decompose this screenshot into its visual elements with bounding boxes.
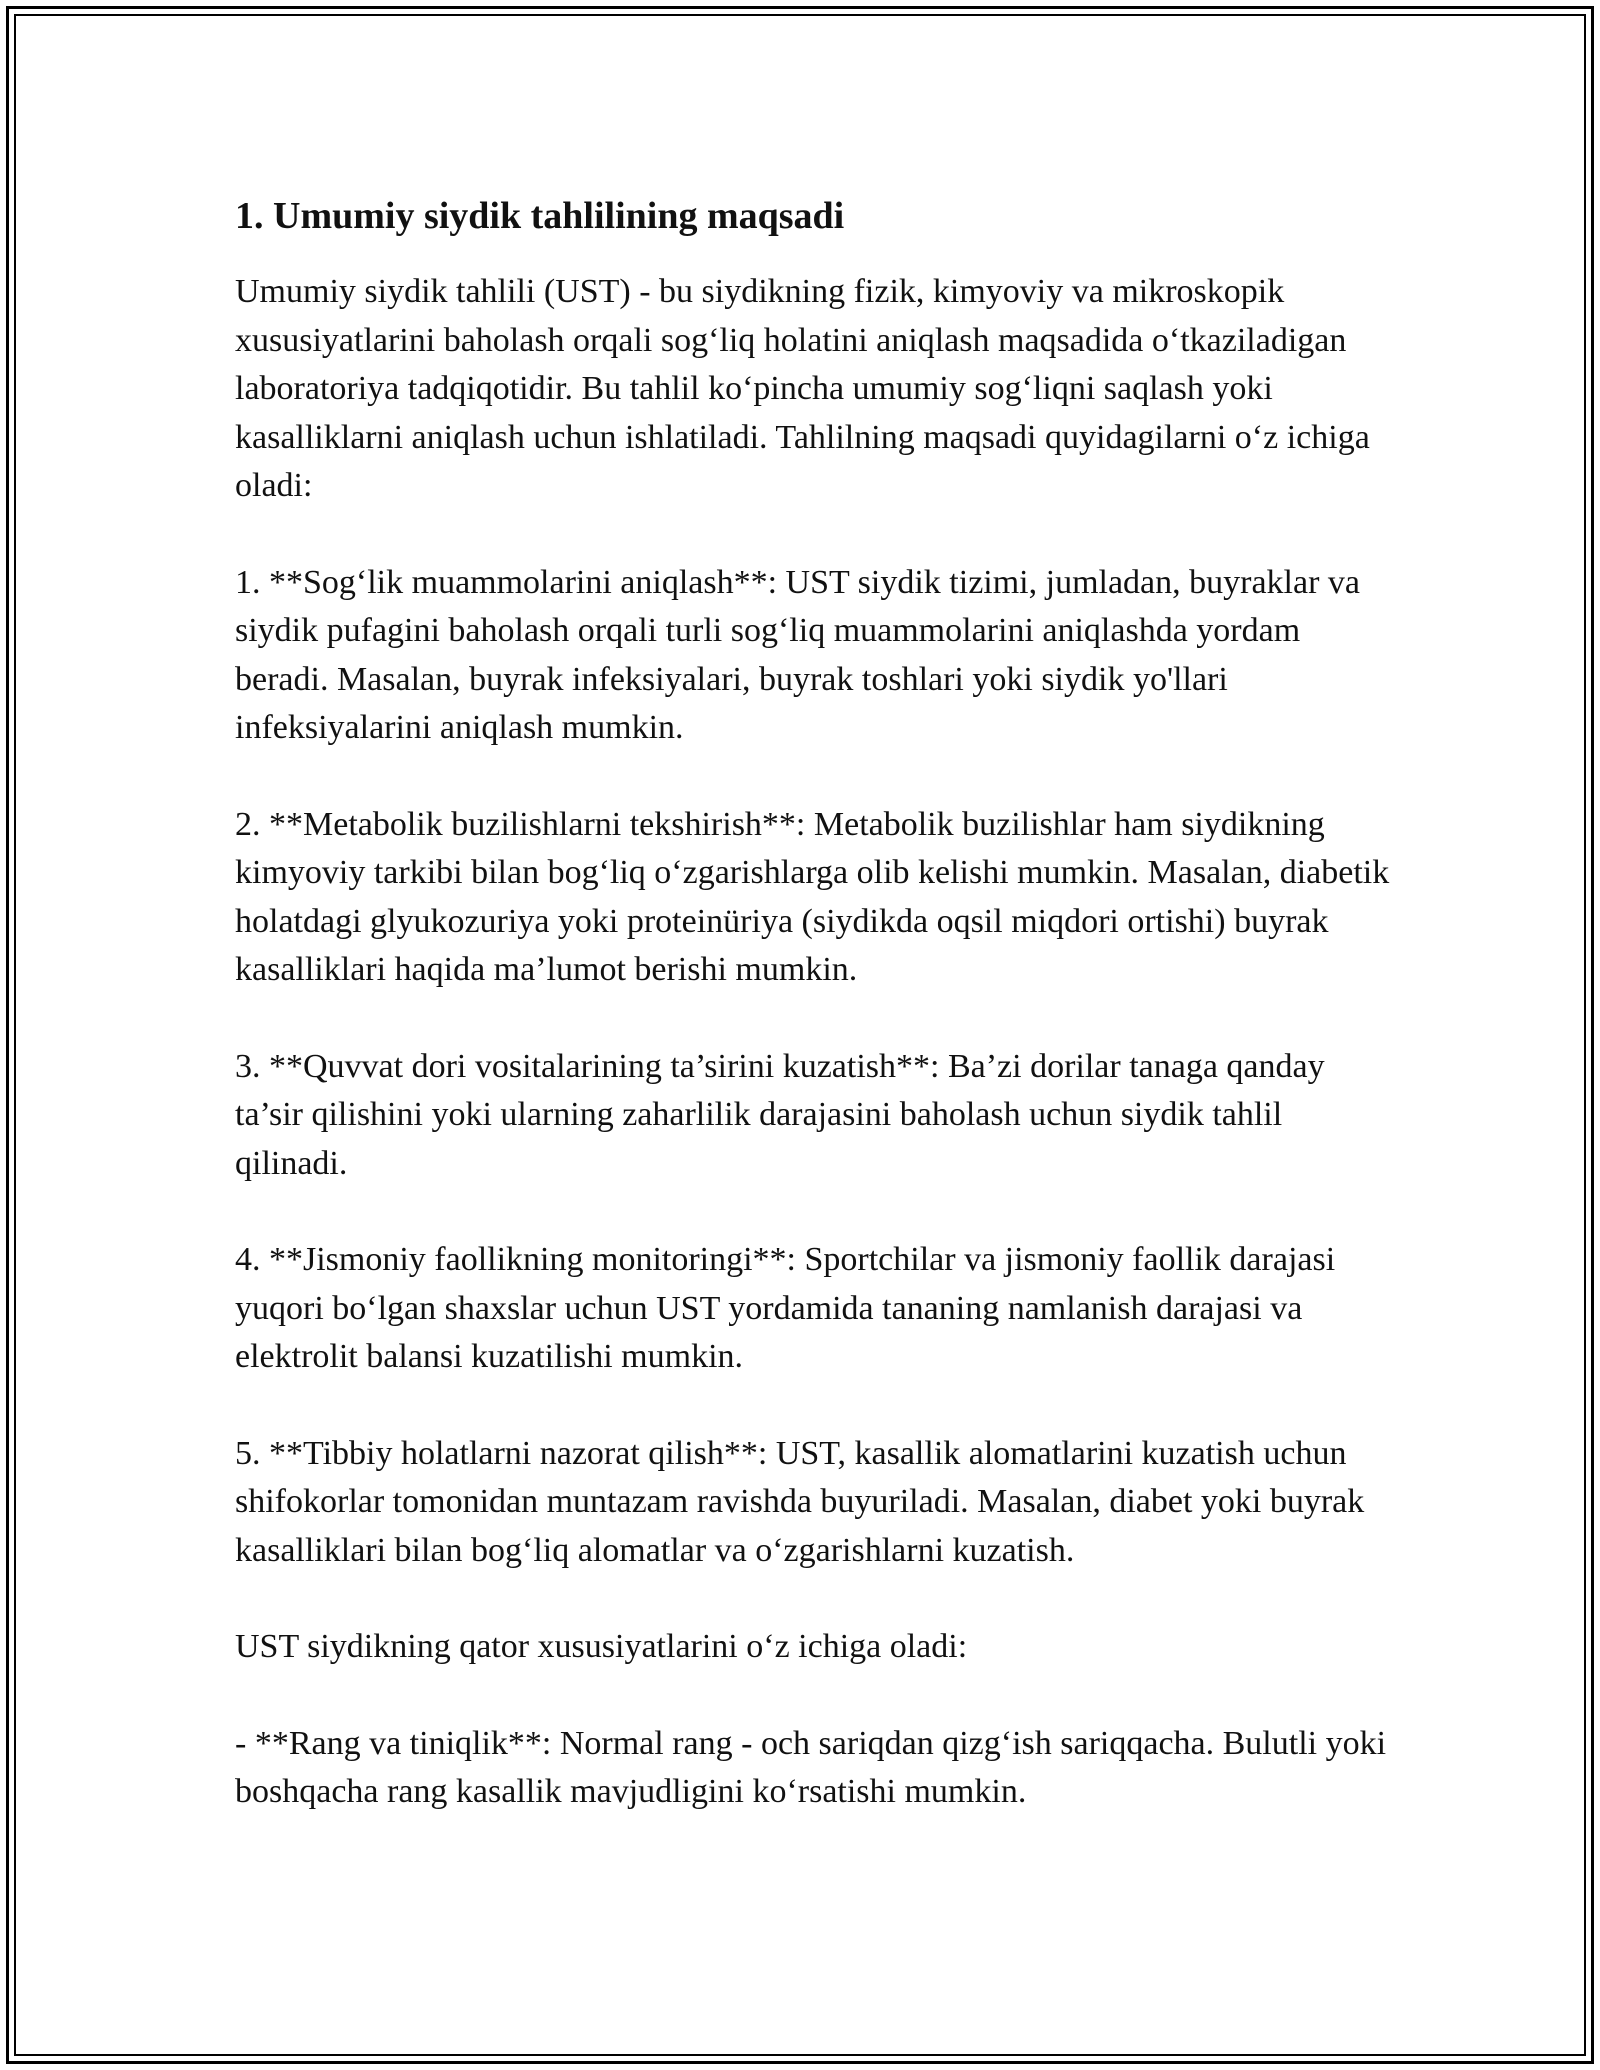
property-item-color: - **Rang va tiniqlik**: Normal rang - och sariqdan qizg‘ish sariqqacha. Bulutli yoki boshqacha rang kasallik mavjudligini ko‘rsatishi mumkin. xyxy=(235,1724,1387,1810)
list-item-4: 4. **Jismoniy faollikning monitoringi**: Sportchilar va jismoniy faollik darajasi yuqori bo‘lgan shaxslar uchun UST yordamida tananing namlanish darajasi va elektrolit balansi kuzatilishi mumkin. xyxy=(235,1241,1336,1375)
list-item-2: 2. **Metabolik buzilishlarni tekshirish**: Metabolik buzilishlar ham siydikning kimyoviy tarkibi bilan bog‘liq o‘zgarishlarga olib kelishi mumkin. Masalan, diabetik holatdagi glyukozuriya yoki proteinüriya (siydikda oqsil miqdori ortishi) buyrak kasalliklari haqida ma’lumot berishi mumkin. xyxy=(235,805,1390,988)
list-item-1: 1. **Sog‘lik muammolarini aniqlash**: UST siydik tizimi, jumladan, buyraklar va siydik pufagini baholash orqali turli sog‘liq muammolarini aniqlashda yordam beradi. Masalan, buyrak infeksiyalari, buyrak toshlari yoki siydik yo'llari infeksiyalarini aniqlash mumkin. xyxy=(235,563,1361,746)
list-item-5: 5. **Tibbiy holatlarni nazorat qilish**: UST, kasallik alomatlarini kuzatish uchun shifokorlar tomonidan muntazam ravishda buyuriladi. Masalan, diabet yoki buyrak kasalliklari bilan bog‘liq alomatlar va o‘zgarishlarni kuzatish. xyxy=(235,1434,1365,1569)
section-heading: 1. Umumiy siydik tahlilining maqsadi xyxy=(235,195,845,237)
intro-paragraph: Umumiy siydik tahlili (UST) - bu siydikning fizik, kimyoviy va mikroskopik xususiyatlarini baholash orqali sog‘liq holatini aniqlash maqsadida o‘tkaziladigan laboratoriya tadqiqotidir. Bu tahlil ko‘pincha umumiy sog‘liqni saqlash yoki kasalliklarni aniqlash uchun ishlatiladi. Tahlilning maqsadi quyidagilarni o‘z ichiga oladi: xyxy=(235,273,1370,504)
list-item-3: 3. **Quvvat dori vositalarining ta’sirini kuzatish**: Ba’zi dorilar tanaga qanday ta’sir qilishini yoki ularning zaharlilik darajasini baholash uchun siydik tahlil qilinadi. xyxy=(235,1047,1325,1182)
document-body xyxy=(235,188,1400,1865)
properties-intro: UST siydikning qator xususiyatlarini o‘z ichiga oladi: xyxy=(235,1628,968,1665)
